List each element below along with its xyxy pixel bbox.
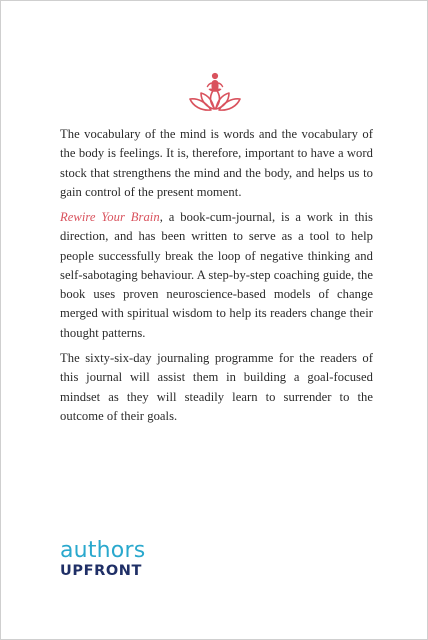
publisher-logo-line-2: UPFRONT — [60, 563, 143, 579]
blurb-paragraph-2-text: , a book-cum-journal, is a work in this direction, and has been written to serve as a tool to help people successfully break the loop of negative thinking and self-sabotaging behaviour. A step-by-step coaching guide, the book uses proven neuroscience-based models of change merged with spiritual wisdom to help its readers change their thought patterns. — [60, 210, 373, 340]
blurb-paragraph-3: The sixty-six-day journaling programme for the readers of this journal will assist them in building a goal-focused mindset as they will steadily learn to surrender to the outcome of their goals. — [60, 351, 373, 423]
lotus-meditation-icon — [187, 71, 243, 115]
book-title-reference: Rewire Your Brain — [60, 210, 160, 224]
publisher-logo-line-1: authors — [60, 538, 146, 563]
blurb-paragraph-2 — [60, 208, 373, 343]
blurb-paragraph-1: The vocabulary of the mind is words and the vocabulary of the body is feelings. It is, therefore, important to have a word stock that strengthens the mind and the body, and helps us to gain control of the present moment. — [60, 127, 373, 199]
publisher-logo — [60, 540, 145, 579]
